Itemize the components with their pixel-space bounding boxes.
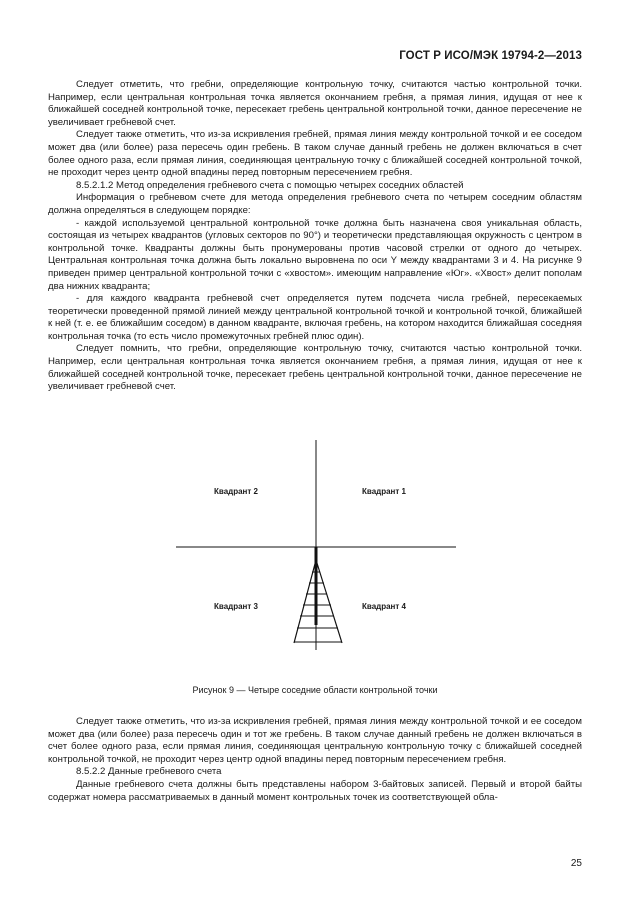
quadrant-3-label: Квадрант 3 [214,602,258,611]
paragraph: Следует отметить, что гребни, определяющие контрольную точку, считаются частью контрольной точки. Например, если центральная контрольная точка является окончанием гребня, а прямая линия, идущая от нее к ближайшей соседней контрольной точке, пересекает гребень центральной контрольной точки, данное пересечение не увеличивает гребневой счет. [48,79,582,128]
paragraph: Следует помнить, что гребни, определяющие контрольную точку, считаются частью контрольной точки. Например, если центральная контрольная точка является окончанием гребня, а прямая линия, идущая от нее к ближайшей соседней контрольной точке, пересекает гребень центральной контрольной точки, данное пересечение не увеличивает гребневой счет. [48,343,582,393]
quadrant-diagram [48,440,582,680]
list-item: - для каждого квадранта гребневой счет определяется путем подсчета числа гребней, пересекаемых теоретически проведенной прямой линией между центральной контрольной точкой и контрольной точкой, ближайшей к ней (т. е. ее ближайшим соседом) в данном квадранте, включая гребень, на котором находится ближайшая соседняя контрольная точка (то есть число промежуточных гребней плюс один). [48,293,582,342]
quadrant-1-label: Квадрант 1 [362,487,406,496]
quadrant-4-label: Квадрант 4 [362,602,406,611]
figure-9 [48,440,582,680]
section-heading: 8.5.2.1.2 Метод определения гребневого счета с помощью четырех соседних областей [76,179,464,191]
quadrant-2-label: Квадрант 2 [214,487,258,496]
paragraph: Следует также отметить, что из-за искривления гребней, прямая линия между контрольной точкой и ее соседом может два (или более) раза пересечь один гребень. В таком случае данный гребень не должен включаться в счет более одного раза, если прямая линия, соединяющая центральную точку с ближайшей соседней контрольной точкой, не проходит через центр одной впадины перед повторным пересечением гребня. [48,129,582,179]
body-text-lower [48,716,582,804]
paragraph: Следует также отметить, что из-за искривления гребней, прямая линия между контрольной точкой и ее соседом может два (или более) раза пересечь один и тот же гребень. В таком случае данный гребень не должен включаться в счет более одного раза, если прямая линия, соединяющая центральную контрольную точку с ближайшей соседней контрольной точкой, не проходит через центр одной впадины перед повторным пересечением гребня. [48,716,582,765]
list-item: - каждой используемой центральной контрольной точке должна быть назначена своя уникальная область, состоящая из четырех квадрантов (угловых секторов по 90°) и теоретически представляющая окружность с центром в контрольной точке. Квадранты должны быть пронумерованы против часовой стрелки от одного до четырех. Центральная контрольная точка должна быть локально выровнена по оси Y между квадрантами 3 и 4. На рисунке 9 приведен пример центральной контрольной точки с «хвостом». имеющим направление «Юг». «Хвост» делит пополам два нижних квадранта; [48,217,582,292]
paragraph: Данные гребневого счета должны быть представлены набором 3-байтовых записей. Первый и второй байты содержат номера рассматриваемых в данный момент контрольных точек из соответствующей обла- [48,778,582,803]
section-heading: 8.5.2.2 Данные гребневого счета [76,766,222,778]
document-header: ГОСТ Р ИСО/МЭК 19794-2—2013 [399,50,582,62]
page-number: 25 [570,858,582,869]
paragraph: Информация о гребневом счете для метода определения гребневого счета по четырем соседним областям должна определяться в следующем порядке: [48,192,582,216]
figure-caption: Рисунок 9 — Четыре соседние области контрольной точки [192,685,438,695]
body-text-upper [48,79,582,394]
